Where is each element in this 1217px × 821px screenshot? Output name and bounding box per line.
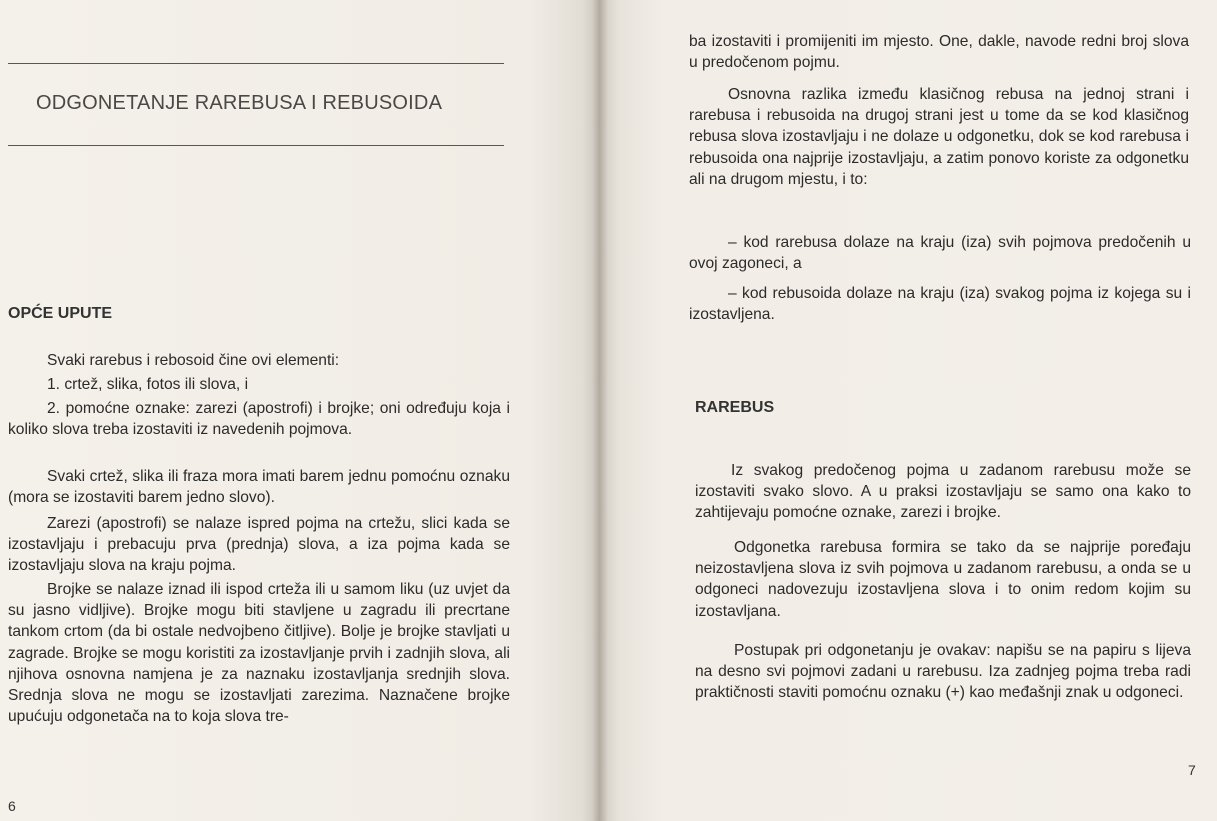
paragraph-3: Brojke se nalaze iznad ili ispod crteža ili u samom liku (uz uvjet da su jasno vidljive). Brojke mogu biti stavljene u zagradu ili precrtane tankom crtom (da bi ostale nedvojbeno čitljive). Bolje je brojke stavljati u zagrade. Brojke se mogu koristiti za izostavljanje prvih i zadnjih slova, ali njihova osnovna namjena je za naznaku izostavljanja srednjih slova. Srednja slova ne mogu se izostavljati zarezima. Naznačene brojke upućuju odgonetača na to koja slova tre-: [8, 581, 510, 726]
book-spine-shadow: [592, 0, 608, 821]
list-item-1: 1. crtež, slika, fotos ili slova, i: [47, 376, 249, 393]
right-paragraph-1: ba izostaviti i promijeniti im mjesto. One, dakle, navode redni broj slova u predočenom pojmu.: [689, 33, 1189, 72]
title-bottom-rule: [8, 145, 504, 146]
dash-item-1: – kod rarebusa dolaze na kraju (iza) svih pojmova predočenih u ovoj zagoneci, a: [689, 234, 1191, 273]
right-paragraph-4: Odgonetka rarebusa formira se tako da se najprije poređaju neizostavljena slova iz svih pojmova u zadanom rarebusu, a onda se u odgoneci nadovezuju izostavljena slova i to onim redom kojim su izostavljana.: [695, 539, 1191, 620]
page-number-right: 7: [1188, 762, 1196, 778]
intro-text: Svaki rarebus i rebosoid čine ovi elementi:: [47, 352, 340, 369]
right-page: [600, 0, 1217, 821]
page-title: ODGONETANJE RAREBUSA I REBUSOIDA: [36, 92, 443, 114]
section-heading-rarebus: RAREBUS: [695, 399, 775, 416]
paragraph-2: Zarezi (apostrofi) se nalaze ispred pojma na crtežu, slici kada se izostavljaju i prebacuju prva (prednja) slova, a iza pojma kada se izostavljaju slova na kraju pojma.: [8, 515, 510, 575]
left-page: [0, 0, 600, 821]
section-heading-opce-upute: OPĆE UPUTE: [8, 305, 113, 322]
title-top-rule: [8, 63, 504, 64]
list-item-2: 2. pomoćne oznake: zarezi (apostrofi) i brojke; oni određuju koja i koliko slova treba izostaviti iz navedenih pojmova.: [8, 400, 510, 439]
paragraph-1: Svaki crtež, slika ili fraza mora imati barem jednu pomoćnu oznaku (mora se izostaviti barem jedno slovo).: [8, 468, 510, 507]
right-paragraph-5: Postupak pri odgonetanju je ovakav: napišu se na papiru s lijeva na desno svi pojmovi zadani u rarebusu. Iza zadnjeg pojma treba radi praktičnosti staviti pomoćnu oznaku (+) kao međašnji znak u odgoneci.: [695, 642, 1191, 702]
right-paragraph-2: Osnovna razlika između klasičnog rebusa na jednoj strani i rarebusa i rebusoida na drugoj strani jest u tome da se kod klasičnog rebusa slova izostavljaju i ne dolaze u odgonetku, dok se kod rarebusa i rebusoida ona najprije izostavljaju, a zatim ponovo koriste za odgonetku ali na drugom mjestu, i to:: [689, 86, 1189, 188]
dash-item-2: – kod rebusoida dolaze na kraju (iza) svakog pojma iz kojega su i izostavljena.: [689, 285, 1191, 324]
right-paragraph-3: Iz svakog predočenog pojma u zadanom rarebusu može se izostaviti svako slovo. A u praksi izostavljaju se samo ona kako to zahtijevaju pomoćne oznake, zarezi i brojke.: [695, 462, 1191, 522]
page-number-left: 6: [8, 798, 16, 814]
